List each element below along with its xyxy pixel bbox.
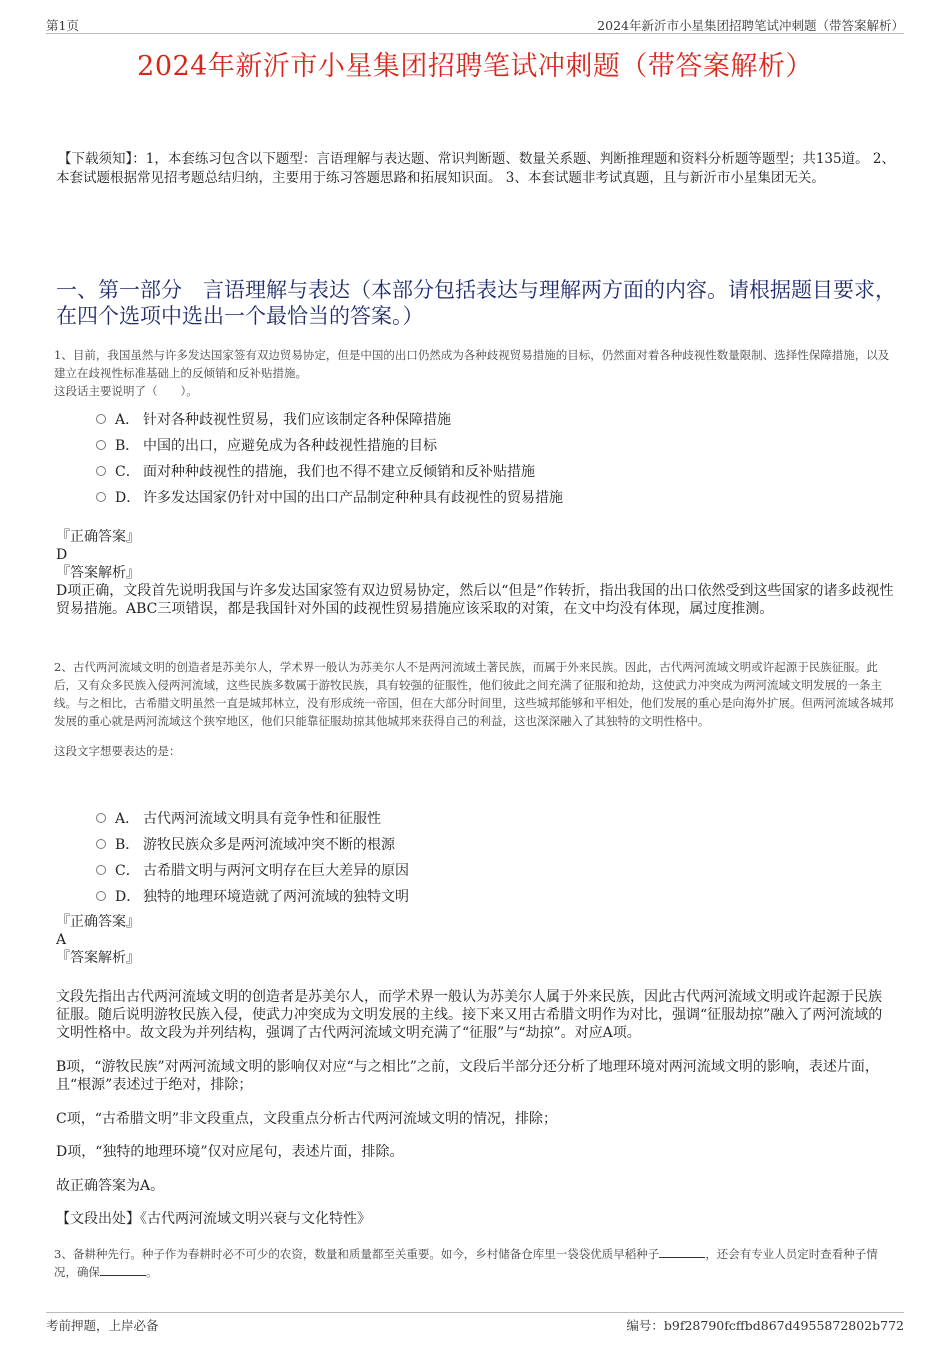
question-2-conclusion	[56, 1177, 894, 1195]
page-footer	[46, 1312, 904, 1332]
radio-icon[interactable]	[96, 492, 106, 502]
fill-blank-2[interactable]	[100, 1264, 146, 1276]
option-letter: B．	[115, 837, 140, 853]
answer-label: 『正确答案』	[56, 529, 140, 545]
analysis-paragraph: D项，“独特的地理环境”仅对应尾句，表述片面，排除。	[56, 1144, 404, 1160]
option-letter: A．	[115, 811, 140, 827]
fill-blank-1[interactable]	[659, 1246, 705, 1258]
analysis-label: 『答案解析』	[56, 950, 140, 966]
radio-icon[interactable]	[96, 813, 106, 823]
analysis-paragraph: C项，“古希腊文明”非文段重点，文段重点分析古代两河流域文明的情况，排除；	[56, 1111, 558, 1127]
question-2-prompt: 这段文字想要表达的是：	[54, 744, 181, 758]
option-letter: C．	[115, 863, 140, 879]
document-title: 2024年新沂市小星集团招聘笔试冲刺题（带答案解析）	[137, 51, 813, 82]
footer-serial: 编号：b9f28790fcffbd867d4955872802b772	[626, 1318, 904, 1333]
option-text: 古代两河流域文明具有竞争性和征服性	[143, 811, 381, 827]
question-1-stem	[54, 346, 900, 400]
option-text: 中国的出口，应避免成为各种歧视性措施的目标	[143, 438, 437, 454]
option-text: 游牧民族众多是两河流域冲突不断的根源	[143, 837, 395, 853]
option-c[interactable]	[96, 458, 563, 484]
radio-icon[interactable]	[96, 440, 106, 450]
question-2-source	[56, 1210, 894, 1228]
radio-icon[interactable]	[96, 414, 106, 424]
question-2-analysis	[56, 988, 894, 1042]
option-letter: B．	[115, 438, 140, 454]
question-1-text: 1、目前，我国虽然与许多发达国家签有双边贸易协定，但是中国的出口仍然成为各种歧视贸易措施的目标，仍然面对着各种歧视性数量限制、选择性保障措施，以及建立在歧视性标准基础上的反倾销和反补贴措施。	[54, 348, 890, 380]
question-2-options	[96, 805, 409, 909]
question-1-prompt: 这段话主要说明了（ ）。	[54, 384, 198, 398]
option-d[interactable]	[96, 883, 409, 909]
option-letter: D．	[115, 889, 141, 905]
option-a[interactable]	[96, 805, 409, 831]
question-1-answer	[56, 528, 898, 618]
page-header	[46, 14, 904, 34]
analysis-paragraph: B项，“游牧民族”对两河流域文明的影响仅对应“与之相比”之前，文段后半部分还分析了地理环境对两河流域文明的影响，表述片面，且“根源”表述过于绝对，排除；	[56, 1059, 879, 1093]
question-2-answer	[56, 913, 898, 967]
analysis-paragraph: 故正确答案为A。	[56, 1178, 165, 1194]
option-text: 许多发达国家仍针对中国的出口产品制定种种具有歧视性的贸易措施	[143, 490, 563, 506]
option-b[interactable]	[96, 432, 563, 458]
option-letter: A．	[115, 412, 140, 428]
option-letter: D．	[115, 490, 141, 506]
radio-icon[interactable]	[96, 891, 106, 901]
option-letter: C．	[115, 464, 140, 480]
option-d[interactable]	[96, 484, 563, 510]
download-notice: 【下载须知】：1，本套练习包含以下题型：言语理解与表达题、常识判断题、数量关系题、判断推理题和资料分析题等题型；共135道。 2、本套试题根据常见招考题总结归纳，主要用于练习答题思路和拓展知识面。 3、本套试题非考试真题，且与新沂市小星集团无关。	[56, 151, 895, 186]
question-1-options	[96, 406, 563, 510]
option-c[interactable]	[96, 857, 409, 883]
option-a[interactable]	[96, 406, 563, 432]
option-text: 针对各种歧视性贸易，我们应该制定各种保障措施	[143, 412, 451, 428]
question-3-stem	[54, 1245, 900, 1281]
analysis-label: 『答案解析』	[56, 565, 140, 581]
question-2-text: 2、古代两河流域文明的创造者是苏美尔人，学术界一般认为苏美尔人不是两河流域土著民族，而属于外来民族。因此，古代两河流域文明或许起源于民族征服。此后，又有众多民族入侵两河流域，这些民族多数属于游牧民族，具有较强的征服性，他们彼此之间充满了征服和抢劫，这使武力冲突成为两河流域文明发展的一条主线。与之相比，古希腊文明虽然一直是城邦林立，没有形成统一帝国，但在大部分时间里，这些城邦能够和平相处，他们发展的重心是向海外扩展。但两河流域各城邦发展的重心就是两河流域这个狭窄地区，他们只能靠征服劫掠其他城邦来获得自己的利益，这也深深融入了其独特的文明性格中。	[54, 660, 894, 728]
footer-slogan: 考前押题，上岸必备	[46, 1318, 159, 1333]
section-heading: 一、第一部分 言语理解与表达（本部分包括表达与理解两方面的内容。请根据题目要求，在四个选项中选出一个最恰当的答案。）	[56, 278, 896, 328]
header-doc-title: 2024年新沂市小星集团招聘笔试冲刺题（带答案解析）	[597, 18, 904, 33]
source-citation: 【文段出处】《古代两河流域文明兴衰与文化特性》	[56, 1211, 371, 1227]
option-b[interactable]	[96, 831, 409, 857]
radio-icon[interactable]	[96, 865, 106, 875]
question-3-text-part3: 。	[146, 1265, 158, 1279]
analysis-paragraph: 文段先指出古代两河流域文明的创造者是苏美尔人，而学术界一般认为苏美尔人属于外来民族，因此古代两河流域文明或许起源于民族征服。随后说明游牧民族入侵，使武力冲突成为文明发展的主线。接下来又用古希腊文明作为对比，强调“征服劫掠”融入了两河流域的文明性格中。故文段为并列结构，强调了古代两河流域文明充满了“征服”与“劫掠”。对应A项。	[56, 989, 883, 1041]
answer-label: 『正确答案』	[56, 914, 140, 930]
radio-icon[interactable]	[96, 839, 106, 849]
option-text: 古希腊文明与两河文明存在巨大差异的原因	[143, 863, 409, 879]
question-2-analysis-c	[56, 1110, 894, 1128]
radio-icon[interactable]	[96, 466, 106, 476]
option-text: 独特的地理环境造就了两河流域的独特文明	[143, 889, 409, 905]
option-text: 面对种种歧视性的措施，我们也不得不建立反倾销和反补贴措施	[143, 464, 535, 480]
answer-value: A	[56, 932, 67, 948]
answer-value: D	[56, 547, 68, 563]
question-3-text-part2: ，还会有专业人员定时查看种子情况，确保	[54, 1247, 878, 1279]
page-number: 第1页	[46, 18, 79, 33]
question-2-stem	[54, 658, 900, 760]
question-2-analysis-d	[56, 1143, 894, 1161]
analysis-text: D项正确，文段首先说明我国与许多发达国家签有双边贸易协定，然后以“但是”作转折，指出我国的出口依然受到这些国家的诸多歧视性贸易措施。ABC三项错误，都是我国针对外国的歧视性贸易措施应该采取的对策，在文中均没有体现，属过度推测。	[56, 583, 894, 617]
question-3-text-part1: 3、备耕种先行。种子作为春耕时必不可少的农资，数量和质量都至关重要。如今，乡村储备仓库里一袋袋优质早稻种子	[54, 1247, 660, 1261]
question-2-analysis-b	[56, 1058, 894, 1094]
